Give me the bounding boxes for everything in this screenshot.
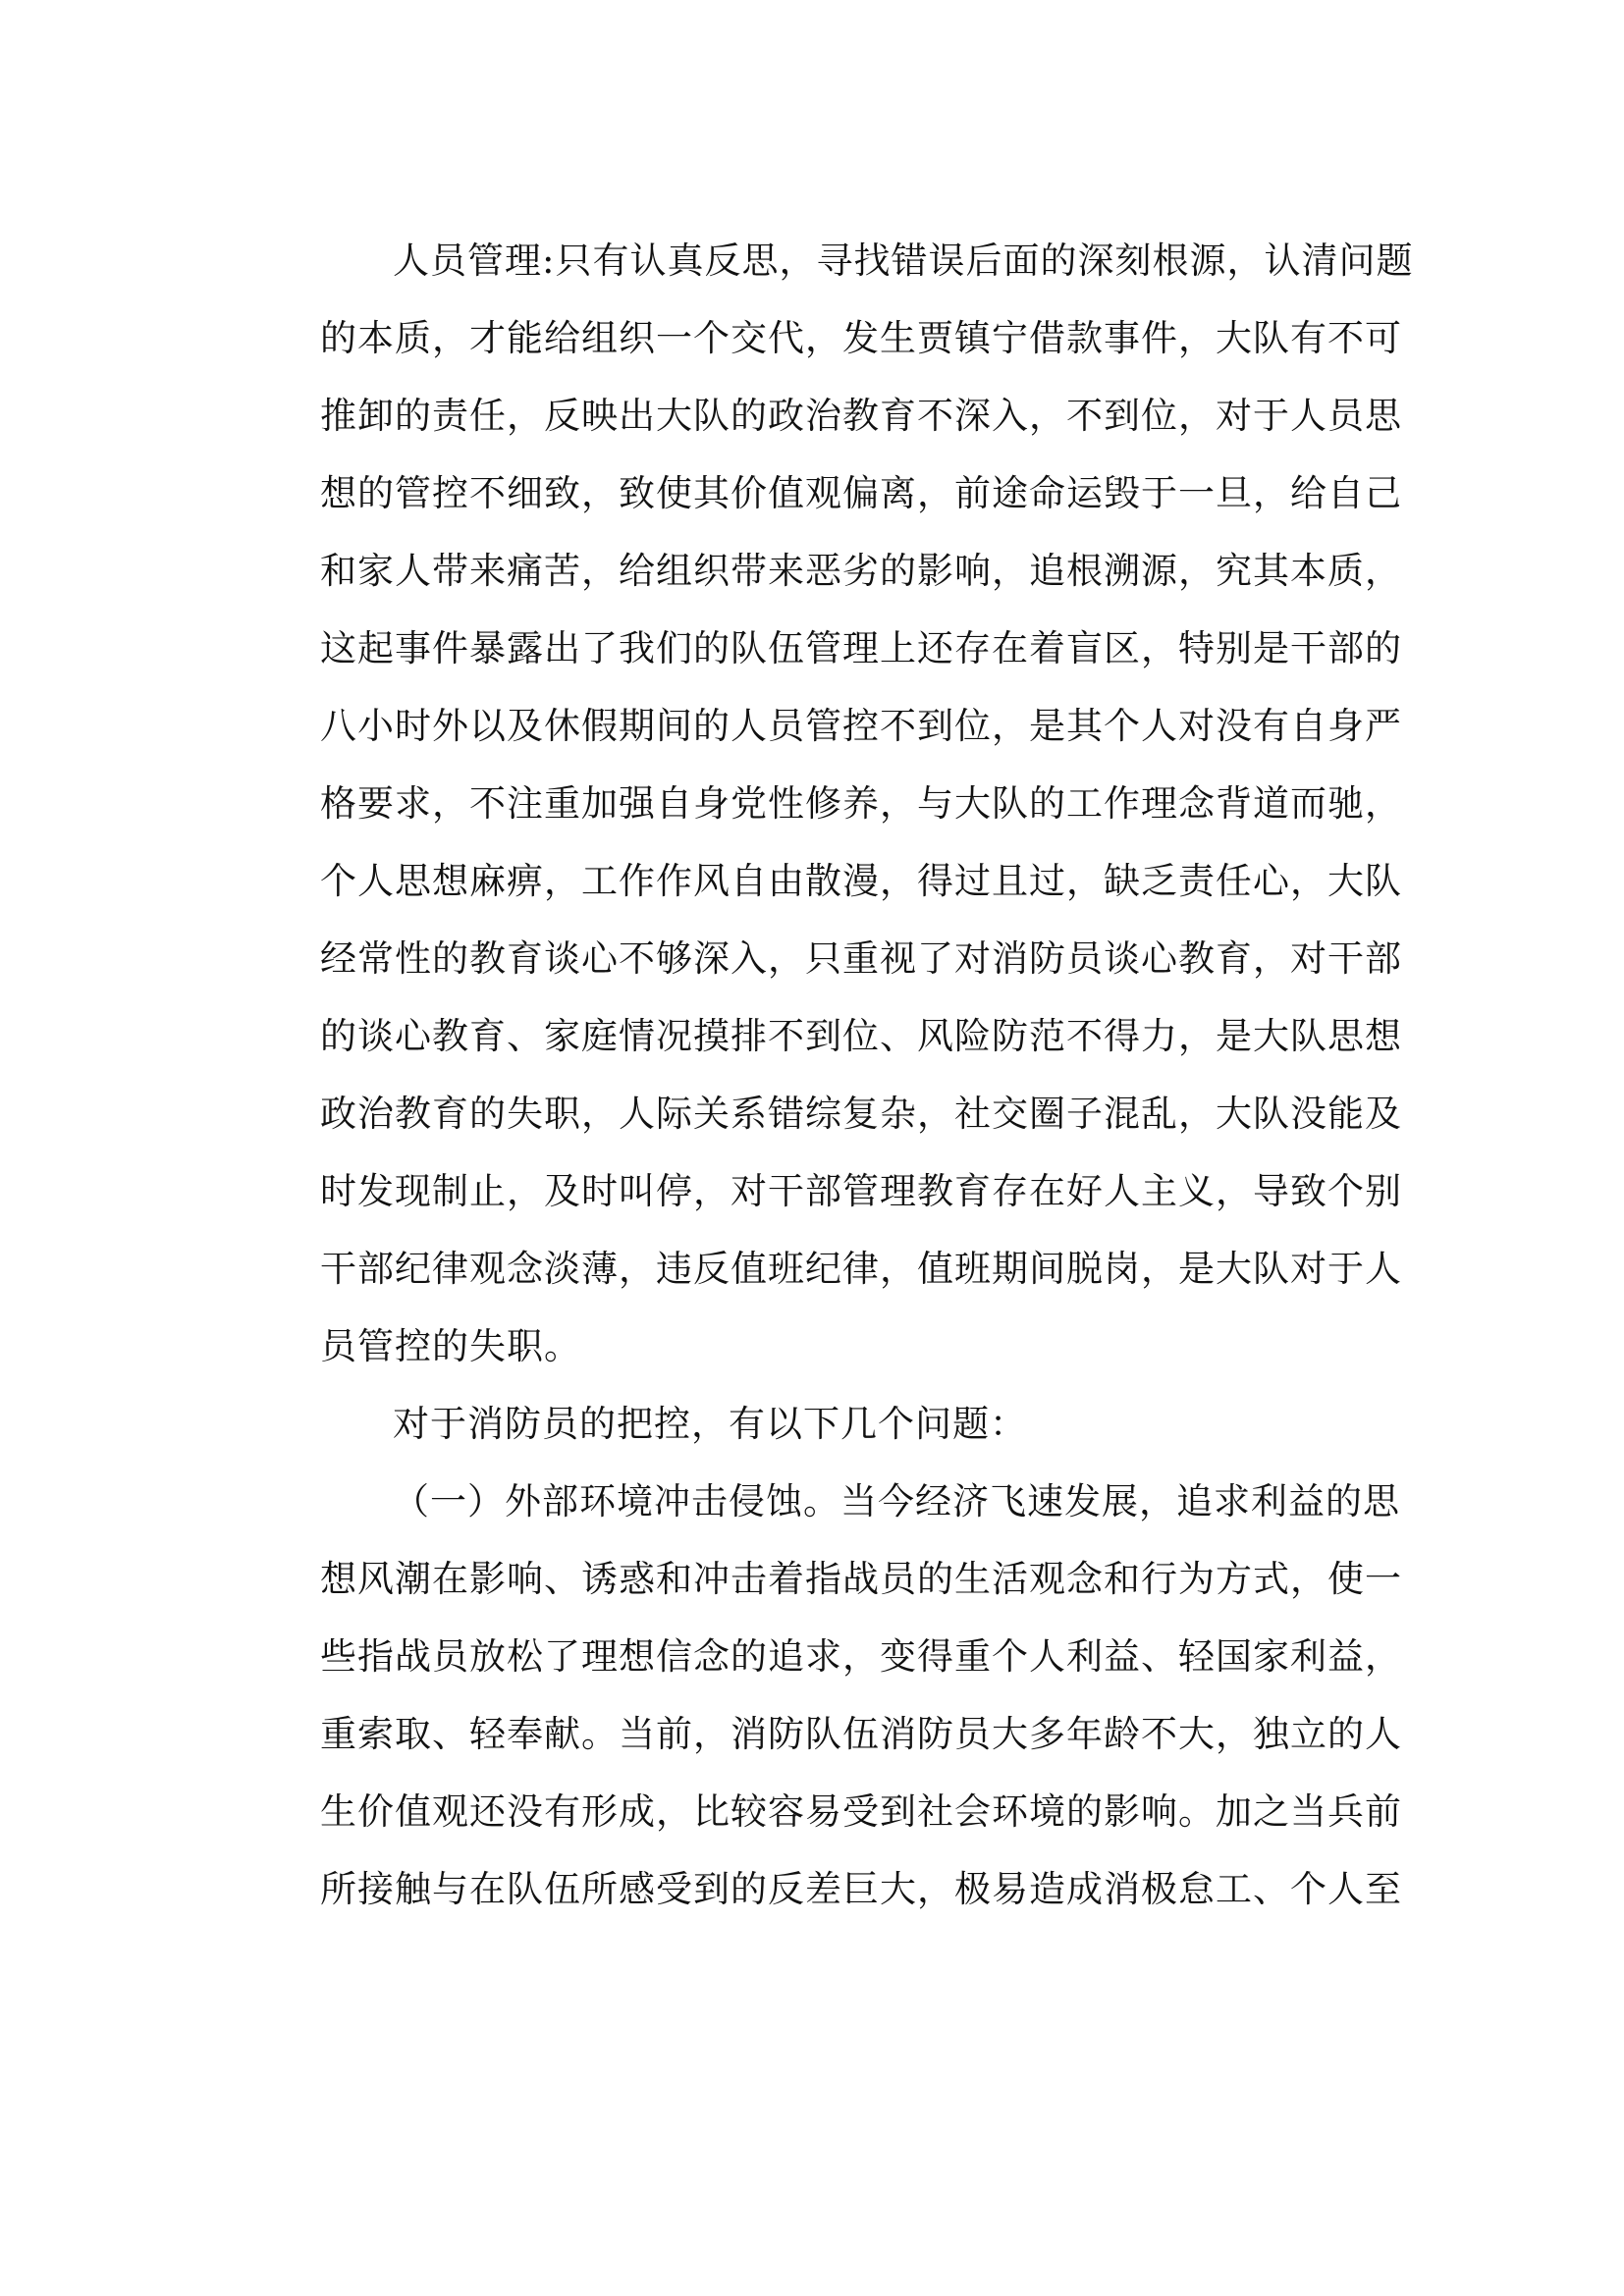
text-line: 重索取、轻奉献。当前，消防队伍消防员大多年龄不大，独立的人 — [320, 1713, 1402, 1755]
paragraph-external-environment — [247, 1463, 1402, 1928]
paragraph-personnel-management — [247, 222, 1414, 1385]
text-line: 员管控的失职。 — [320, 1325, 581, 1367]
text-line: 些指战员放松了理想信念的追求，变得重个人利益、轻国家利益， — [320, 1635, 1402, 1678]
text-line: 政治教育的失职，人际关系错综复杂，社交圈子混乱，大队没能及 — [320, 1093, 1402, 1135]
text-line: （一）外部环境冲击侵蚀。当今经济飞速发展，追求利益的思 — [393, 1480, 1400, 1522]
text-line: 经常性的教育谈心不够深入，只重视了对消防员谈心教育，对干部 — [320, 937, 1402, 980]
text-line: 个人思想麻痹，工作作风自由散漫，得过且过，缺乏责任心，大队 — [320, 860, 1402, 902]
text-line: 人员管理:只有认真反思，寻找错误后面的深刻根源，认清问题 — [393, 240, 1414, 282]
text-line: 的谈心教育、家庭情况摸排不到位、风险防范不得力，是大队思想 — [320, 1015, 1402, 1057]
text-line: 想的管控不细致，致使其价值观偏离，前途命运毁于一旦，给自己 — [320, 472, 1402, 514]
text-line: 想风潮在影响、诱惑和冲击着指战员的生活观念和行为方式，使一 — [320, 1558, 1402, 1600]
text-line: 时发现制止，及时叫停，对干部管理教育存在好人主义，导致个别 — [320, 1170, 1402, 1212]
paragraph-firefighter-control — [247, 1385, 1386, 1463]
text-line: 的本质，才能给组织一个交代，发生贾镇宁借款事件，大队有不可 — [320, 317, 1402, 359]
text-line: 推卸的责任，反映出大队的政治教育不深入，不到位，对于人员思 — [320, 395, 1402, 437]
text-line: 八小时外以及休假期间的人员管控不到位，是其个人对没有自身严 — [320, 705, 1402, 747]
text-line: 这起事件暴露出了我们的队伍管理上还存在着盲区，特别是干部的 — [320, 627, 1402, 669]
text-line: 生价值观还没有形成，比较容易受到社会环境的影响。加之当兵前 — [320, 1790, 1402, 1833]
document-body — [247, 222, 1414, 1928]
text-line: 对于消防员的把控，有以下几个问题： — [393, 1403, 1027, 1445]
text-line: 和家人带来痛苦，给组织带来恶劣的影响，追根溯源，究其本质， — [320, 550, 1402, 592]
text-line: 干部纪律观念淡薄，违反值班纪律，值班期间脱岗，是大队对于人 — [320, 1248, 1402, 1290]
text-line: 所接触与在队伍所感受到的反差巨大，极易造成消极怠工、个人至 — [320, 1868, 1402, 1910]
text-line: 格要求，不注重加强自身党性修养，与大队的工作理念背道而驰， — [320, 782, 1402, 825]
